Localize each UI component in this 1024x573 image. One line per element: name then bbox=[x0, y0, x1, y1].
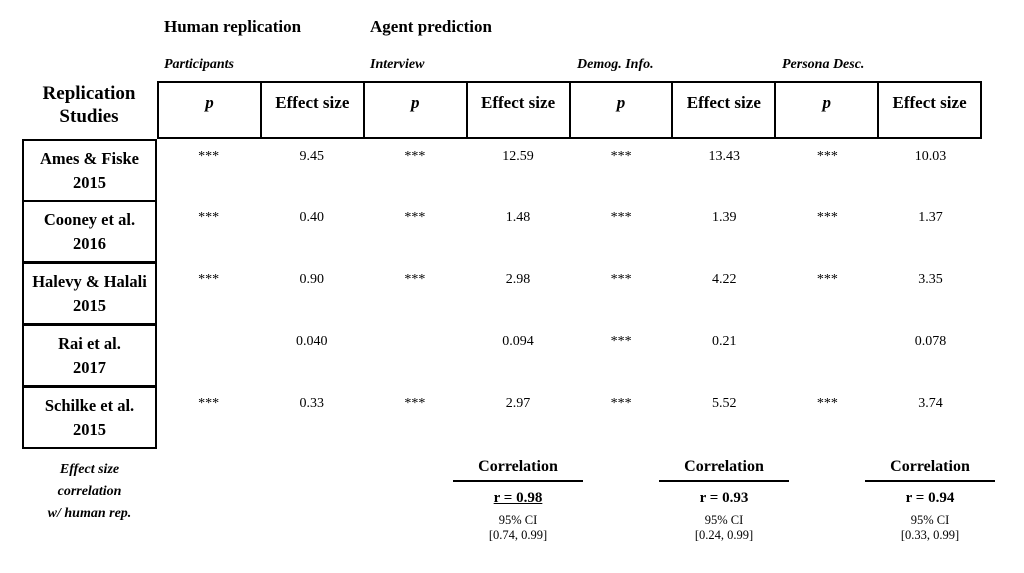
table-cell: 0.078 bbox=[914, 334, 947, 349]
study-name: Ames & Fiske bbox=[40, 148, 139, 168]
correlation-r: r = 0.98 bbox=[493, 490, 543, 506]
col-header-p: p bbox=[365, 83, 468, 137]
correlation-r: r = 0.94 bbox=[905, 490, 955, 506]
col-header-effect-size: Effect size bbox=[673, 83, 776, 137]
study-label-cooney bbox=[22, 200, 157, 263]
label-line: correlation bbox=[57, 484, 122, 499]
study-name: Halevy & Halali bbox=[32, 271, 147, 291]
table-row bbox=[157, 396, 982, 412]
replication-studies-title: Replication Studies bbox=[42, 83, 136, 127]
label-line: Effect size bbox=[59, 462, 120, 477]
col-header-p: p bbox=[571, 83, 674, 137]
table-cell: *** bbox=[816, 149, 838, 164]
table-cell: 2.97 bbox=[505, 396, 531, 411]
table-cell: 12.59 bbox=[502, 149, 534, 164]
study-name: Rai et al. bbox=[58, 333, 121, 353]
table-cell bbox=[363, 334, 466, 350]
table-row bbox=[157, 334, 982, 350]
correlation-title: Correlation bbox=[865, 458, 995, 482]
col-header-effect-size: Effect size bbox=[468, 83, 571, 137]
table-cell: 1.39 bbox=[711, 210, 737, 225]
study-name: Schilke et al. bbox=[44, 395, 135, 415]
demog-info-subheader: Demog. Info. bbox=[577, 57, 654, 72]
correlation-title: Correlation bbox=[659, 458, 789, 482]
table-cell: 10.03 bbox=[914, 149, 947, 164]
table-cell: *** bbox=[198, 396, 220, 411]
study-label-schilke bbox=[22, 386, 157, 449]
table-cell: *** bbox=[610, 334, 632, 349]
table-cell: *** bbox=[198, 210, 220, 225]
col-header-effect-size: Effect size bbox=[262, 83, 365, 137]
table-cell: 9.45 bbox=[299, 149, 324, 164]
table-cell: 0.094 bbox=[502, 334, 534, 349]
table-cell: *** bbox=[610, 149, 632, 164]
table-row bbox=[157, 210, 982, 226]
ci-value: [0.24, 0.99] bbox=[694, 528, 754, 542]
table-cell: *** bbox=[404, 149, 426, 164]
table-cell: 5.52 bbox=[711, 396, 737, 411]
table-cell: 0.21 bbox=[711, 334, 737, 349]
effect-size-correlation-label bbox=[22, 459, 157, 525]
column-header-row bbox=[157, 81, 982, 139]
table-cell: 0.90 bbox=[299, 272, 324, 287]
table-cell: *** bbox=[404, 210, 426, 225]
table-cell: *** bbox=[198, 149, 220, 164]
table-cell: 1.48 bbox=[505, 210, 531, 225]
study-name: Cooney et al. bbox=[43, 209, 136, 229]
table-cell: *** bbox=[816, 210, 838, 225]
table-cell: *** bbox=[404, 272, 426, 287]
col-header-p: p bbox=[776, 83, 879, 137]
ci-label: 95% CI bbox=[910, 513, 950, 527]
table-cell: *** bbox=[610, 396, 632, 411]
ci-value: [0.33, 0.99] bbox=[900, 528, 960, 542]
table-cell bbox=[157, 334, 260, 350]
ci-label: 95% CI bbox=[704, 513, 744, 527]
correlation-block-demog bbox=[659, 458, 789, 543]
table-cell bbox=[776, 334, 879, 350]
interview-subheader: Interview bbox=[370, 57, 425, 72]
study-label-halevy-halali bbox=[22, 262, 157, 325]
ci-label: 95% CI bbox=[498, 513, 538, 527]
study-label-rai bbox=[22, 324, 157, 387]
table-cell: 0.33 bbox=[299, 396, 324, 411]
table-cell: *** bbox=[816, 272, 838, 287]
table-cell: *** bbox=[610, 272, 632, 287]
study-year: 2017 bbox=[73, 357, 106, 377]
correlation-block-persona bbox=[865, 458, 995, 543]
table-cell: *** bbox=[404, 396, 426, 411]
participants-subheader: Participants bbox=[164, 57, 235, 72]
table-cell: 3.35 bbox=[918, 272, 943, 287]
table-cell: 2.98 bbox=[505, 272, 531, 287]
table-cell: *** bbox=[610, 210, 632, 225]
label-line: w/ human rep. bbox=[47, 506, 132, 521]
table-row bbox=[157, 149, 982, 165]
study-label-ames-fiske bbox=[22, 139, 157, 202]
col-header-p: p bbox=[159, 83, 262, 137]
correlation-r: r = 0.93 bbox=[699, 490, 749, 506]
human-replication-header: Human replication bbox=[164, 17, 302, 36]
col-header-effect-size: Effect size bbox=[892, 93, 967, 112]
persona-desc-subheader: Persona Desc. bbox=[782, 57, 865, 72]
agent-prediction-header: Agent prediction bbox=[370, 17, 492, 36]
ci-value: [0.74, 0.99] bbox=[488, 528, 548, 542]
study-year: 2015 bbox=[72, 172, 106, 192]
correlation-block-interview bbox=[453, 458, 583, 543]
table-cell: 3.74 bbox=[918, 396, 943, 411]
table-cell: 0.040 bbox=[295, 334, 328, 349]
correlation-title: Correlation bbox=[453, 458, 583, 482]
table-cell: 13.43 bbox=[708, 149, 740, 164]
table-cell: *** bbox=[816, 396, 838, 411]
table-row bbox=[157, 272, 982, 288]
table-cell: *** bbox=[198, 272, 220, 287]
table-cell: 0.40 bbox=[299, 210, 324, 225]
study-year: 2016 bbox=[72, 233, 106, 253]
study-year: 2015 bbox=[72, 295, 106, 315]
study-year: 2015 bbox=[73, 419, 106, 439]
table-cell: 4.22 bbox=[711, 272, 737, 287]
table-cell: 1.37 bbox=[918, 210, 943, 225]
